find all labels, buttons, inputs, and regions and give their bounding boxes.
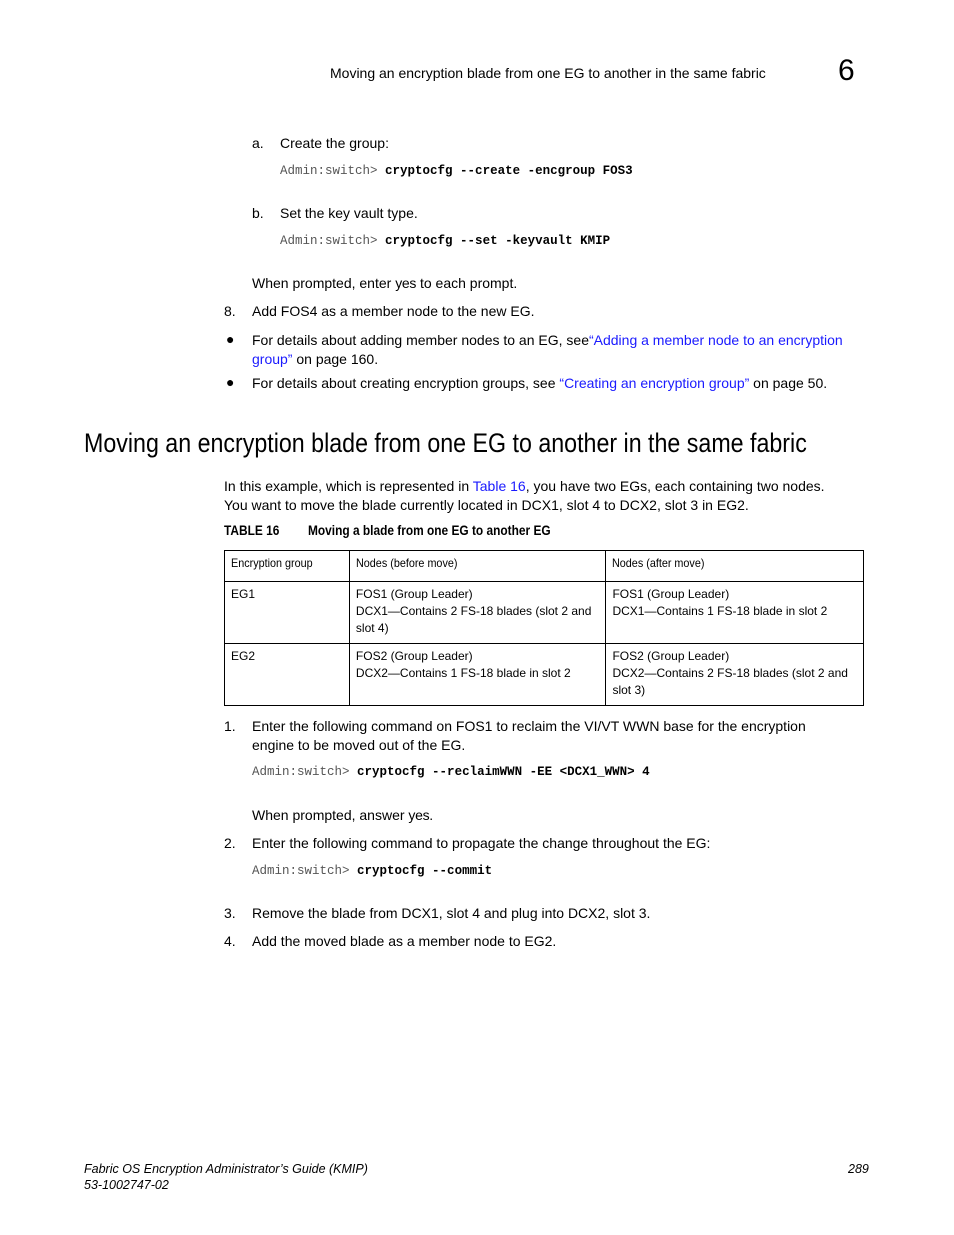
yes-keyword: yes <box>395 275 417 291</box>
code-command: cryptocfg --create -encgroup FOS3 <box>385 164 633 178</box>
table-cell: EG1 <box>225 582 350 644</box>
code-command: cryptocfg --reclaimWWN -EE <DCX1_WWN> 4 <box>357 765 650 779</box>
step-3-text: Remove the blade from DCX1, slot 4 and plug into DCX2, slot 3. <box>252 905 651 921</box>
blade-move-table <box>224 550 864 706</box>
header-text: Encryption group <box>231 556 313 570</box>
code-command: cryptocfg --set -keyvault KMIP <box>385 234 611 248</box>
header-text: Nodes (before move) <box>355 556 458 570</box>
cell-line: FOS1 (Group Leader) <box>355 587 473 601</box>
table-cell: EG2 <box>225 644 350 706</box>
note-text: When prompted, answer <box>252 807 409 823</box>
prompt-note <box>252 274 517 293</box>
table-row <box>225 582 864 644</box>
section-title: Moving an encryption blade from one EG to another in the same fabric <box>84 428 807 458</box>
step-8-marker: 8. <box>224 303 236 319</box>
bullet-item <box>252 374 827 393</box>
step-a-text: Create the group: <box>280 135 389 151</box>
cell-line: DCX2—Contains 1 FS-18 blade in slot 2 <box>355 666 571 680</box>
step-b-marker: b. <box>252 205 264 221</box>
cell-line: FOS1 (Group Leader) <box>612 587 730 601</box>
code-prompt: Admin:switch> <box>252 765 350 779</box>
header-text: Nodes (after move) <box>612 556 705 570</box>
code-create-group <box>280 164 633 178</box>
step-a-marker: a. <box>252 135 264 151</box>
code-reclaim-wwn <box>252 765 650 779</box>
step-b-text: Set the key vault type. <box>280 205 418 221</box>
bullet-icon: ● <box>226 331 235 347</box>
chapter-number: 6 <box>838 54 855 87</box>
code-command: cryptocfg --commit <box>357 864 493 878</box>
header-cell <box>349 551 606 582</box>
bullet-item <box>252 331 872 369</box>
cell-line: DCX1—Contains 2 FS-18 blades (slot 2 and slot 4) <box>355 604 592 635</box>
table-header-row <box>225 551 864 582</box>
table-cell <box>606 644 864 706</box>
code-prompt: Admin:switch> <box>280 234 378 248</box>
bullet-text: For details about creating encryption groups, see <box>252 375 560 391</box>
header-cell <box>606 551 864 582</box>
step-1-marker: 1. <box>224 718 236 734</box>
code-prompt: Admin:switch> <box>280 164 378 178</box>
bullet-icon: ● <box>226 374 235 390</box>
header-cell <box>225 551 350 582</box>
table-cell <box>349 644 606 706</box>
cell-line: FOS2 (Group Leader) <box>355 649 473 663</box>
table-cell <box>349 582 606 644</box>
table-label: TABLE 16 <box>224 522 280 538</box>
step-text: Enter the following command on FOS1 to reclaim the VI/VT WWN base for the encryption <box>252 718 806 734</box>
intro-text: You want to move the blade currently located in DCX1, slot 4 to DCX2, slot 3 in EG2. <box>224 497 749 513</box>
step-3-marker: 3. <box>224 905 236 921</box>
step-2-marker: 2. <box>224 835 236 851</box>
xref-link-creating-group[interactable]: “Creating an encryption group” <box>559 375 750 391</box>
bullet-text: For details about adding member nodes to an EG, see <box>252 332 589 348</box>
intro-text: In this example, which is represented in <box>224 478 473 494</box>
xref-link-adding-member[interactable]: “Adding a member node to an encryption <box>588 332 843 348</box>
code-prompt: Admin:switch> <box>252 864 350 878</box>
note-text: When prompted, enter <box>252 275 396 291</box>
table-16-link[interactable]: Table 16 <box>472 478 526 494</box>
footer-page-number: 289 <box>848 1162 869 1176</box>
answer-note <box>252 806 433 825</box>
intro-paragraph <box>224 477 864 515</box>
cell-line: DCX2—Contains 2 FS-18 blades (slot 2 and slot 3) <box>612 666 848 697</box>
step-text: engine to be moved out of the EG. <box>252 737 466 753</box>
note-text: to each prompt. <box>416 275 518 291</box>
xref-link-adding-member[interactable]: group” <box>252 351 293 367</box>
running-header: Moving an encryption blade from one EG to another in the same fabric <box>330 65 766 81</box>
yes-keyword: yes <box>408 807 430 823</box>
code-set-keyvault <box>280 234 610 248</box>
bullet-text: on page 160. <box>292 351 379 367</box>
step-2-text: Enter the following command to propagate the change throughout the EG: <box>252 835 711 851</box>
step-8-text: Add FOS4 as a member node to the new EG. <box>252 303 535 319</box>
table-cell <box>606 582 864 644</box>
code-commit <box>252 864 492 878</box>
note-text: . <box>429 807 434 823</box>
cell-line: FOS2 (Group Leader) <box>612 649 730 663</box>
table-caption: Moving a blade from one EG to another EG <box>308 522 551 538</box>
intro-text: , you have two EGs, each containing two nodes. <box>525 478 825 494</box>
footer-doc-number: 53-1002747-02 <box>84 1178 169 1192</box>
step-1-text <box>252 717 872 755</box>
cell-line: DCX1—Contains 1 FS-18 blade in slot 2 <box>612 604 828 618</box>
step-4-marker: 4. <box>224 933 236 949</box>
table-row <box>225 644 864 706</box>
bullet-text: on page 50. <box>749 375 828 391</box>
footer-doc-title: Fabric OS Encryption Administrator’s Guide (KMIP) <box>84 1162 368 1176</box>
step-4-text: Add the moved blade as a member node to EG2. <box>252 933 557 949</box>
